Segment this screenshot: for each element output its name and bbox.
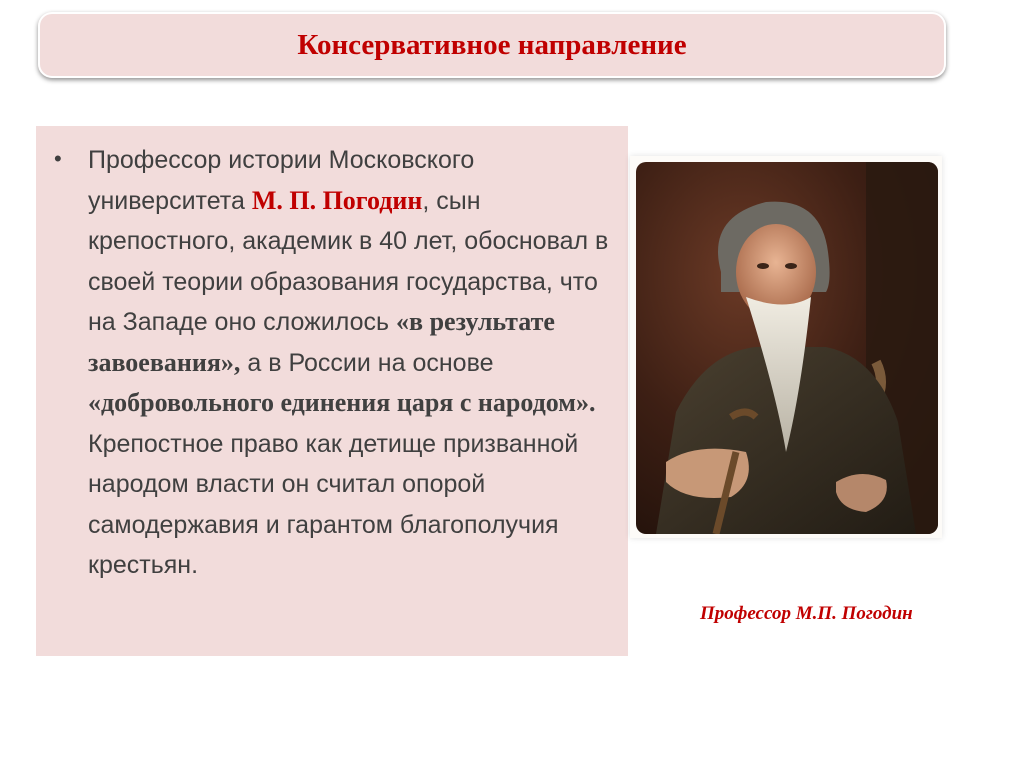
slide-title: Консервативное направление — [297, 28, 687, 61]
body-segment: а в России на основе — [240, 348, 494, 377]
body-segment: , сын крепостного, академик в 40 лет, обосновал в своей теории образования государства, что на Западе оно сложилось — [88, 186, 609, 336]
bullet-icon: • — [54, 146, 62, 171]
name-highlight: М. П. Погодин — [251, 185, 423, 215]
body-segment: Крепостное право как детище призванной народом власти он считал опорой самодержавия и гарантом благополучия крестьян. — [88, 429, 579, 579]
portrait-painting-icon — [636, 162, 938, 534]
title-bar — [38, 12, 946, 78]
body-text-panel — [36, 126, 628, 656]
portrait-caption: Профессор М.П. Погодин — [700, 603, 913, 624]
quote-highlight: «в результате завоевания», — [88, 307, 555, 377]
body-segment: Профессор истории Московского университета — [88, 146, 475, 215]
bullet-item — [52, 140, 610, 586]
quote-highlight: «добровольного единения царя с народом». — [88, 388, 596, 417]
body-paragraph — [88, 140, 610, 586]
